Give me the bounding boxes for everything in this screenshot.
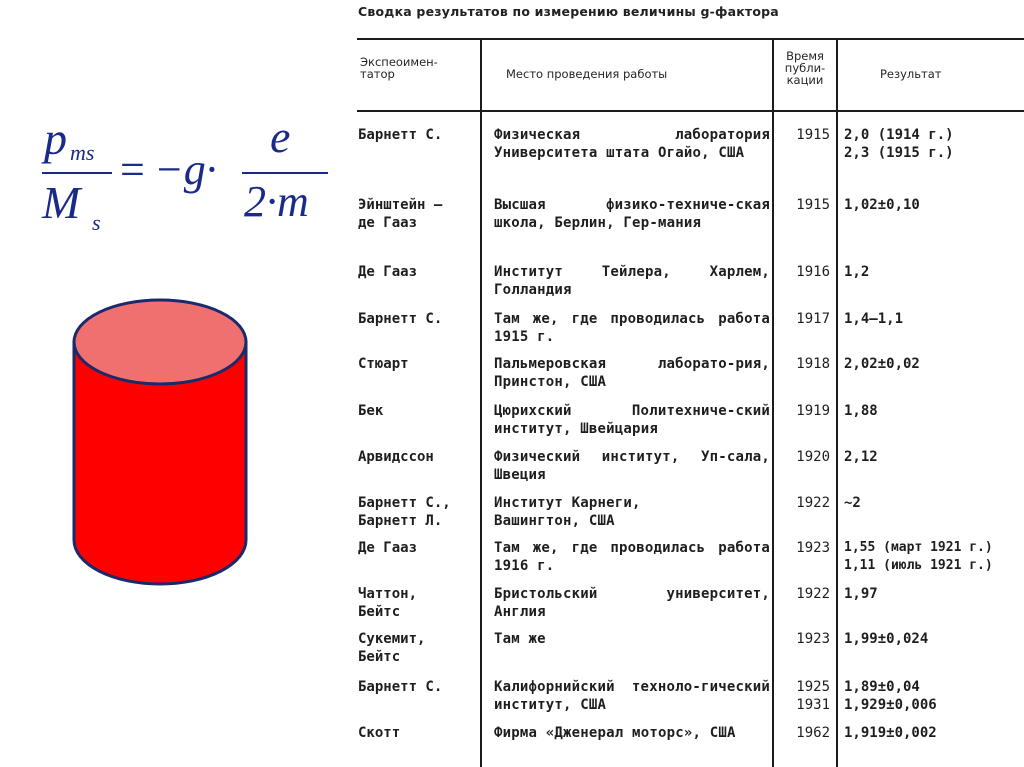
year-cell: 1923 [796,631,830,647]
place-cell: Там же, где проводилась работа 1916 г. [494,540,770,574]
header-result: Результат [880,67,942,81]
formula-right-fraction-bar [242,172,328,174]
place-cell: Цюрихский Политехниче-ский институт, Швейцария [494,403,770,437]
experimenter-cell: Де Гааз [358,540,418,556]
g-factor-formula [38,110,338,250]
year-cell: 1922 [796,586,830,602]
column-divider-3 [836,40,838,767]
formula-p-subscript: ms [70,140,95,165]
experimenter-cell: Барнетт С. [358,127,443,143]
year-cell: 1920 [796,449,830,465]
year-cell: 1925 1931 [796,679,830,713]
place-cell: Пальмеровская лаборато-рия, Принстон, США [494,356,770,390]
year-cell: 1962 [796,725,830,741]
place-cell: Фирма «Дженерал моторс», США [494,725,736,741]
year-cell: 1918 [796,356,830,372]
header-place: Место проведения работы [506,67,668,81]
table-top-rule [357,38,1024,40]
cylinder-top [74,300,246,384]
experimenter-cell: Барнетт С. [358,311,443,327]
result-cell: ~2 [844,495,861,511]
place-cell: Калифорнийский техноло-гический институт, США [494,679,770,713]
formula-2m: 2·m [244,177,309,226]
experimenter-cell: Чаттон, Бейтс [358,586,418,620]
year-cell: 1915 [796,127,830,143]
result-cell: 1,02±0,10 [844,197,920,213]
place-cell: Институт Карнеги, Вашингтон, США [494,495,641,529]
experimenter-cell: Барнетт С., Барнетт Л. [358,495,451,529]
experimenter-cell: Барнетт С. [358,679,443,695]
formula-M-subscript: s [92,210,101,235]
formula-left-fraction-bar [42,172,112,174]
place-cell: Физический институт, Уп-сала, Швеция [494,449,770,483]
place-cell: Там же [494,631,546,647]
year-cell: 1922 [796,495,830,511]
place-cell: Бристольский университет, Англия [494,586,770,620]
formula-e: e [270,111,291,162]
year-cell: 1919 [796,403,830,419]
experimenter-cell: Сукемит, Бейтс [358,631,426,665]
column-divider-2 [772,40,774,767]
year-cell: 1917 [796,311,830,327]
red-cylinder [70,298,250,588]
result-cell: 1,88 [844,403,878,419]
experimenter-cell: Арвидссон [358,449,434,465]
formula-minus-g: −g· [154,145,217,194]
experimenter-cell: Стюарт [358,356,409,372]
result-cell: 1,2 [844,264,870,280]
column-divider-1 [480,40,482,767]
result-cell: 1,55 (март 1921 г.) 1,11 (июль 1921 г.) [844,540,993,573]
result-cell: 1,919±0,002 [844,725,937,741]
result-cell: 2,02±0,02 [844,356,920,372]
formula-equals: = [120,145,145,194]
place-cell: Высшая физико-техниче-ская школа, Берлин, Гер-мания [494,197,770,231]
result-cell: 1,89±0,04 1,929±0,006 [844,679,937,713]
year-cell: 1923 [796,540,830,556]
result-cell: 2,12 [844,449,878,465]
place-cell: Институт Тейлера, Харлем, Голландия [494,264,770,298]
year-cell: 1915 [796,197,830,213]
result-cell: 2,0 (1914 г.) 2,3 (1915 г.) [844,127,954,161]
header-experimenter: Экспеоимен- татор [360,55,438,81]
experimenter-cell: Де Гааз [358,264,418,280]
header-time: Время публи- кации [784,49,826,87]
result-cell: 1,99±0,024 [844,631,929,647]
year-cell: 1916 [796,264,830,280]
place-cell: Физическая лаборатория Университета штата Огайо, США [494,127,770,161]
formula-p: p [44,113,67,164]
result-cell: 1,97 [844,586,878,602]
place-cell: Там же, где проводилась работа 1915 г. [494,311,770,345]
formula-M: M [42,177,81,228]
experimenter-cell: Бек [358,403,384,419]
table-title: Сводка результатов по измерению величины g-фактора [358,4,779,19]
experimenter-cell: Эйнштейн – де Гааз [358,197,443,231]
experimenter-cell: Скотт [358,725,401,741]
result-cell: 1,4–1,1 [844,311,904,327]
table-header-rule [357,110,1024,112]
